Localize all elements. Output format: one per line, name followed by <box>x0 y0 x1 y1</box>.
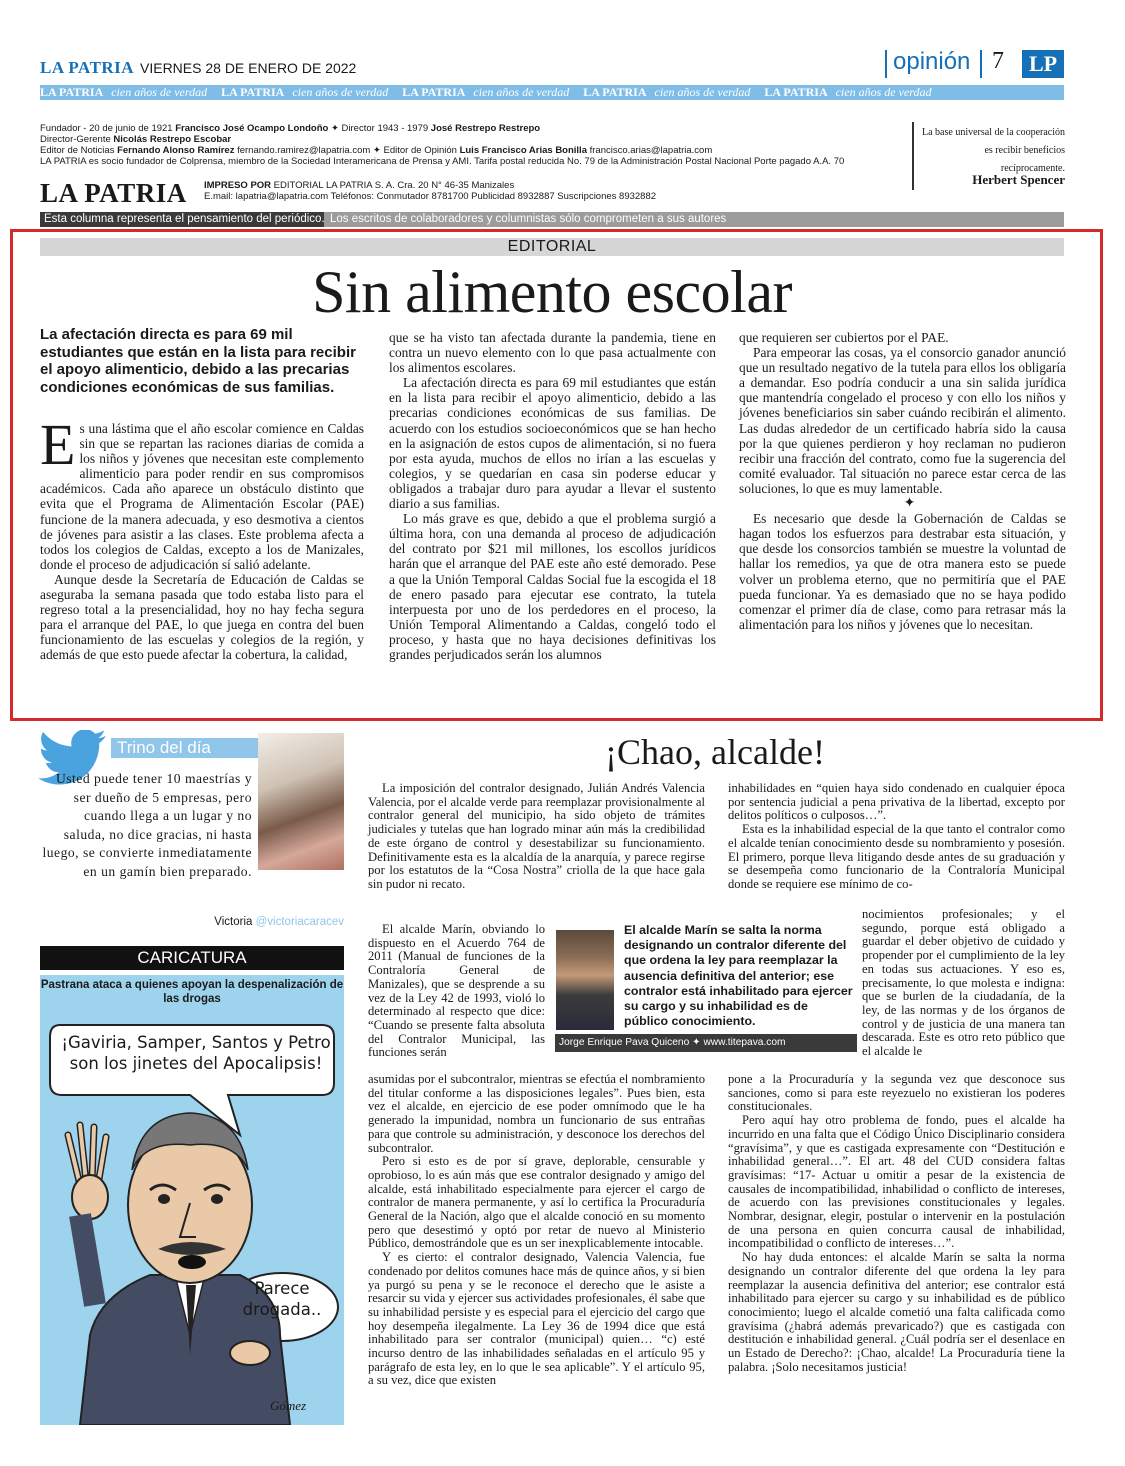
slogan-name: LA PATRIA <box>402 85 466 99</box>
drop-cap: E <box>40 412 76 477</box>
trino-band: Trino del día <box>111 738 258 758</box>
article-paragraph: Y es cierto: el contralor designado, Valencia Valencia, fue condenado por delitos comunes hace más de quince años, y si bien ya purgó su pena y se le reconoce el derecho que le asiste a resarcir su vida y ejercer sus actividades profesionales, él sabe que su inhabilidad persiste y es especial para el ejercicio del cargo que hoy desempeña ilegalmente. La Ley 36 de 1994 dice que está inhabilitado para ser contralor (municipal) quien… “c) esté incurso dentro de las inhabilidades señaladas en el artículo 95 y parágrafo de esta ley, en lo que le sea aplicable”. Y el artículo 95, a su vez, dice que existen <box>368 1250 705 1388</box>
printed-contacts: E.mail: lapatria@lapatria.com Teléfonos: Conmutador 8781700 Publicidad 8932887 Suscripciones 8932882 <box>204 190 657 202</box>
editorial-lead: La afectación directa es para 69 mil estudiantes que están en la lista para recibir el apoyo alimenticio, debido a las precarias condiciones económicas de sus familias. <box>40 326 356 396</box>
credits-director <box>40 135 900 146</box>
printed-address: EDITORIAL LA PATRIA S. A. Cra. 20 N° 46-35 Manizales <box>271 180 515 191</box>
credit-name: Luis Francisco Arias Bonilla <box>459 145 587 156</box>
article-paragraph: pone a la Procuraduría y la segunda vez que desconoce sus sanciones, como si para este reyezuelo no existieran los poderes constitucionales. <box>728 1072 1065 1114</box>
credit-name: Francisco José Ocampo Londoño <box>175 123 329 134</box>
newspaper-logo: LA PATRIA <box>40 58 135 77</box>
credits-founder <box>40 124 900 135</box>
slogan-name: LA PATRIA <box>40 85 104 99</box>
article-paragraph: Pero si esto es de por sí grave, deplorable, censurable y oprobioso, lo es aún más que ese contralor designado y amigo del alcalde, está inhabilitado especialmente para ejercer el cargo de contralor de manera permanente, y así lo certifica la Procuraduría General de la Nación, algo que el alcalde conoció en su momento pero que desestimó y optó por retar de nuevo al Ministerio Público, demostrándole que es un ser inexplicablemente intocable. <box>368 1154 705 1251</box>
slogan-text: cien años de verdad <box>835 85 932 99</box>
trino-author-name: Victoria <box>214 916 256 928</box>
caricatura-bubble-text: Parece drogada.. <box>242 1279 322 1319</box>
editorial-paragraph: Para empeorar las cosas, ya el consorcio ganador anunció que un resultado negativo de la tutela para ellos los obligaría a demandar. Eso podría conducir a una sin salida jurídica que mantendría congelado el proceso y con ello los niños y jóvenes beneficiarios sin saber cuándo recibirán el alimento. Las dudas alrededor de un certificado habría sido la causa por la que quienes perdieron y hoy reclaman no pudieron recibir una fracción del contrato, como fue la sugerencia del comité evaluador. Tal situación no parece estar cerca de las soluciones, lo que es muy lamentable. <box>739 345 1066 496</box>
trino-author <box>40 916 344 928</box>
editorial-band: EDITORIAL <box>40 238 1064 256</box>
lp-badge: LP <box>1022 50 1064 78</box>
credit-name: Nicolás Restrepo Escobar <box>113 134 232 145</box>
quote-author: Herbert Spencer <box>972 172 1065 187</box>
disclaimer-bar <box>40 212 1064 227</box>
caricatura-signature: Gómez <box>270 1398 307 1413</box>
slogan-text: cien años de verdad <box>292 85 389 99</box>
slogan-name: LA PATRIA <box>764 85 828 99</box>
caricatura-bubble-text: ¡Gaviria, Samper, Santos y Petro son los jinetes del Apocalipsis! <box>61 1033 331 1073</box>
slogan-text: cien años de verdad <box>654 85 751 99</box>
caricatura-caption: Pastrana ataca a quienes apoyan la despenalización de las drogas <box>40 979 344 1005</box>
slogan-text: cien años de verdad <box>473 85 570 99</box>
trino-author-photo <box>258 733 344 870</box>
editorial-column-3 <box>739 330 1066 632</box>
columnist-photo <box>556 930 614 1030</box>
article-title: ¡Chao, alcalde! <box>605 732 825 772</box>
article-column-1-bottom <box>368 1073 705 1388</box>
credit-text: Director-Gerente <box>40 134 114 145</box>
editorial-paragraph: Es necesario que desde la Gobernación de Caldas se hagan todos los esfuerzos para destrabar esta situación, y que desde los consorcios también se muestre la voluntad de hallar los remedios, ya que de otra manera esto se puede volver un problema eterno, que no permitiría que el PAE pueda funcionar. Ya es demasiado que no se haya podido comenzar el primer día de clase, como para retrasar más la alimentación para los niños y jóvenes que lo necesitan. <box>739 511 1066 632</box>
quote-text: La base universal de la cooperación es recibir beneficios recíprocamente. <box>922 127 1065 174</box>
columnist-credit: Jorge Enrique Pava Quiceno ✦ www.titepava.com <box>555 1034 857 1052</box>
article-paragraph: inhabilidades en “quien haya sido condenado en cualquier época por sentencia judicial a pena privativa de la libertad, excepto por delitos políticos o culposos…”. <box>728 781 1065 823</box>
article-paragraph: No hay duda entonces: el alcalde Marín se salta la norma designando un contralor diferente del que ordena la ley para reemplazar la ausencia definitiva del anterior; ese contralor está inhabilitado para ejercer su cargo y su inhabilidad es de público conocimiento; luego el alcalde cometió una falta calificada como gravísima (¿habrá además prevaricado?) que es castigada con destitución e inhabilidad general. ¿Cuál podría ser el desenlace en un Estado de Derecho?: ¡Chao, alcalde! La Procuraduría tiene la palabra. ¡Solo necesitamos justicia! <box>728 1250 1065 1374</box>
article-column-2-bottom <box>728 1073 1065 1374</box>
article-paragraph: asumidas por el subcontralor, mientras se efectúa el nombramiento del titular conforme a las disposiciones legales”. Pues bien, esta vez el alcalde, en ejercicio de ese poder omnímodo que le ha generado la impunidad, nombra un funcionario de sus entrañas para que controle su administración, y desconoce los derechos del subcontralor. <box>368 1072 705 1155</box>
editorial-title: Sin alimento escolar <box>312 259 792 325</box>
disclaimer-right: Los escritos de colaboradores y columnistas sólo comprometen a sus autores <box>330 213 727 225</box>
editorial-paragraph <box>40 412 364 572</box>
editorial-paragraph: Lo más grave es que, debido a que el problema surgió a última hora, con una demanda al proceso de adjudicación del contrato por $21 mil millones, los escollos jurídicos harán que el arranque del PAE este año esté demorado. Pese a que la Unión Temporal Caldas Social fue la escogida el 18 de enero pasado para ejecutar ese contrato, la tutela interpuesta por uno de los perdedores en el proceso, la Unión Temporal Alimentando a Caldas, congeló todo el proceso, y hasta que no haya decisiones definitivas los grandes perjudicados serán los alumnos <box>389 511 716 662</box>
printing-info <box>204 181 656 202</box>
article-column-1-narrow <box>368 923 545 1060</box>
section-divider <box>980 50 982 78</box>
pull-quote: El alcalde Marín se salta la norma designando un contralor diferente del que ordena la ley para reemplazar la ausencia definitiva del anterior; ese contralor está inhabilitado para ejercer su cargo y su inhabilidad es de público conocimiento. <box>624 923 853 1029</box>
credit-name: José Restrepo Restrepo <box>430 123 541 134</box>
masthead-logo: LA PATRIA <box>40 178 187 208</box>
article-paragraph: La imposición del contralor designado, Julián Andrés Valencia Valencia, por el alcalde verde para reemplazar provisionalmente al contralor general del municipio, ha sido objeto de trámites judiciales y tutelas que han logrado minar aún más la credibilidad de este órgano de control y desestabilizar su funcionamiento. Definitivamente esta es la alcaldía de la anarquía, y parece regirse por los estatutos de la “Cosa Nostra” criolla de la que hace gala sin pudor ni recato. <box>368 781 705 891</box>
article-column-2-top <box>728 782 1065 892</box>
issue-date: VIERNES 28 DE ENERO DE 2022 <box>140 60 357 76</box>
section-divider <box>885 50 887 78</box>
printed-label: IMPRESO POR <box>204 180 272 191</box>
article-paragraph: Esta es la inhabilidad especial de la que tanto el contralor como el alcalde tenían conocimiento desde su nombramiento y posesión. El primero, porque lleva litigando desde antes de su graduación y se desempeña como funcionario de la Contraloría Municipal donde se requiere ese mínimo de co- <box>728 822 1065 891</box>
credit-text: ✦ Director 1943 - 1979 <box>328 123 431 134</box>
credit-name: Fernando Alonso Ramírez <box>117 145 235 156</box>
quote-rule <box>912 122 914 190</box>
article-paragraph: nocimientos profesionales; y el segundo, porque está obligado a guardar el deber objetivo de cuidado y propender por el cumplimiento de la ley en todas sus actuaciones. Y eso es, precisamente, lo que molesta e indigna: que se burlen de la ciudadanía, de la ley, de las normas y de los órganos de control y de justicia de una manera tan descarada. Este es otro reto público que el alcalde le <box>862 907 1065 1059</box>
article-paragraph: Pero aquí hay otro problema de fondo, pues el alcalde ha incurrido en una falta que el Código Único Disciplinario considera “gravísima”, y que es castigada expresamente con “Destitución e inhabilidad general…”. El art. 48 del CUD considera faltas gravísimas: “17- Actuar u omitir a pesar de la existencia de causales de incompatibilidad, inhabilidad o conflicto de intereses, de acuerdo con las previsiones constitucionales y legales. Nombrar, designar, elegir, postular o intervenir en la postulación de una persona en quien concurra causal de inhabilidad, incompatibilidad o conflicto de intereses…”. <box>728 1113 1065 1251</box>
disclaimer-left: Esta columna representa el pensamiento del periódico. <box>40 212 324 227</box>
editorial-column-2 <box>389 330 716 662</box>
editorial-column-1 <box>40 412 364 663</box>
credits-editors <box>40 146 900 157</box>
credits-membership: LA PATRIA es socio fundador de Colprensa, miembro de la Sociedad Interamericana de Prensa y AMI. Tarifa postal reducida No. 79 de la Administración Postal Nacional Porte pagado A.A. 70 <box>40 156 845 167</box>
slogan-name: LA PATRIA <box>221 85 285 99</box>
credit-text: Fundador - 20 de junio de 1921 <box>40 123 176 134</box>
trino-text: Usted puede tener 10 maestrías y ser dueño de 5 empresas, pero cuando llega a un lugar y no saluda, no dice gracias, ni hasta luego, se convierte inmediatamente en un gamín bien preparado. <box>42 771 252 879</box>
caricatura-band: CARICATURA <box>40 946 344 970</box>
slogan-name: LA PATRIA <box>583 85 647 99</box>
section-label: opinión <box>893 48 971 75</box>
paragraph-text: s una lástima que el año escolar comience en Caldas sin que se repartan las raciones diarias de comida a los niños y jóvenes que necesitan este complemento alimenticio para poder rendir en sus compromisos académicos. Cada año aparece un obstáculo distinto que evita que el Programa de Alimentación Escolar (PAE) funcione de la manera adecuada, y eso desmotiva a cientos de jóvenes para asistir a las clases. Este problema afecta a todos los colegios de Caldas, excepto a los de Manizales, donde el proceso de adjudicación sí salió adelante. <box>40 421 364 572</box>
credit-text: fernando.ramirez@lapatria.com ✦ Editor de Opinión <box>234 145 460 156</box>
article-column-2-narrow <box>862 908 1065 1059</box>
star-separator-icon: ✦ <box>903 496 916 512</box>
page-number: 7 <box>992 48 1004 74</box>
slogan-text: cien años de verdad <box>111 85 208 99</box>
editorial-paragraph: Aunque desde la Secretaría de Educación de Caldas se aseguraba la semana pasada que todo estaba listo para el regreso total a la presencialidad, hoy no hay fecha segura para el arranque del PAE, lo que juega en contra del buen funcionamiento de las escuelas y colegios de la región, y además de que esto puede afectar la cobertura, la calidad, <box>40 571 364 663</box>
credit-text: Editor de Noticias <box>40 145 118 156</box>
editorial-paragraph: que se ha visto tan afectada durante la pandemia, tiene en contra un nuevo elemento con lo que pasa actualmente con los alimentos escolares. <box>389 330 716 376</box>
trino-author-handle[interactable]: @victoriacaracev <box>255 916 344 928</box>
credit-text: francisco.arias@lapatria.com <box>586 145 713 156</box>
article-column-1-top <box>368 782 705 892</box>
article-paragraph: El alcalde Marín, obviando lo dispuesto en el Acuerdo 764 de 2011 (Manual de funciones de la Contraloría General de Manizales), que se desprende a su vez de la Ley 42 de 1993, violó lo determinado al respecto que dice: “Cuando se presente falta absoluta del Contralor Municipal, las funciones serán <box>368 922 545 1060</box>
slogan-strip <box>40 85 1064 100</box>
editorial-paragraph: que requieren ser cubiertos por el PAE. <box>739 330 949 345</box>
editorial-paragraph: La afectación directa es para 69 mil estudiantes que están en la lista para recibir el apoyo alimenticio, debido a las precarias condiciones económicas de sus familias. De acuerdo con los estudios socioeconómicos que se han hecho en la asignación de estos cupos de alimentación, si no fuera por esta ayuda, muchos de ellos no irían a las escuelas y colegios, y se quedarían en casa sin poderse educar y obligados a trabajar duro para ayudar a llevar el sustento diario a sus familias. <box>389 375 716 512</box>
